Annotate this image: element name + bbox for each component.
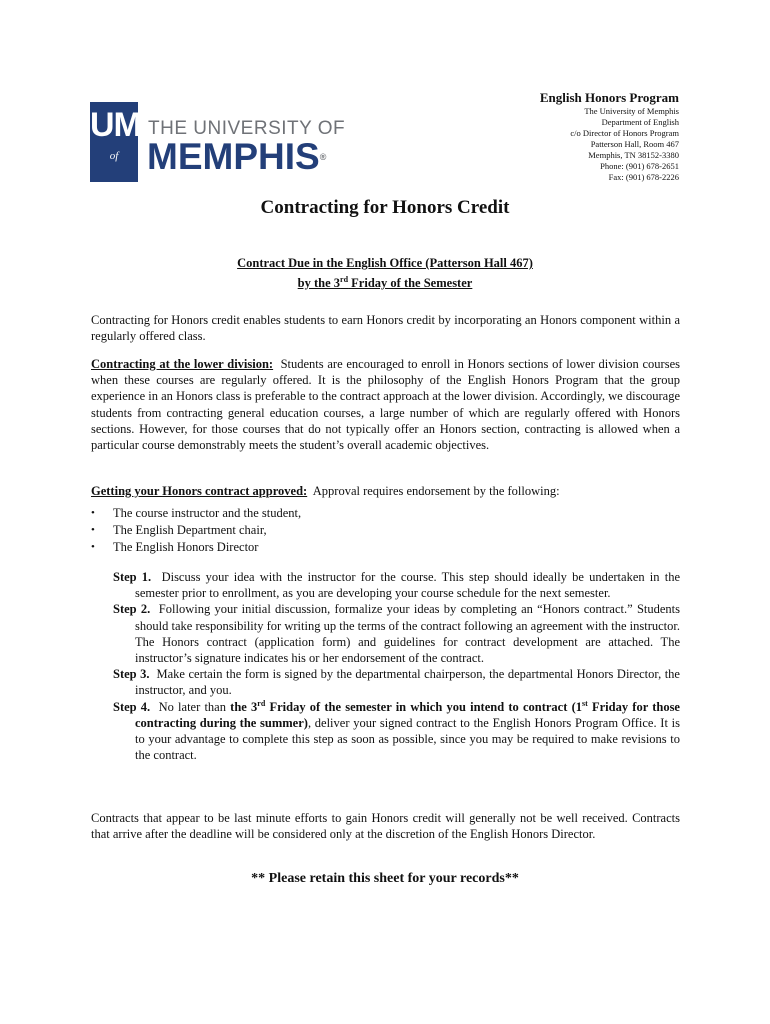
- step-label: Step 3.: [113, 667, 150, 682]
- step-label: Step 1.: [113, 570, 152, 584]
- step-sup: st: [582, 698, 588, 708]
- due-location-subtitle: Contract Due in the English Office (Patterson Hall 467): [237, 256, 533, 270]
- step-text: , deliver your signed contract to the English Honors Program Office. It is to your advantage to complete this step as soon as possible, since you may be required to make revisions to the contract.: [135, 715, 680, 763]
- approval-list: [91, 505, 301, 556]
- approval-heading: Getting your Honors contract approved:: [91, 484, 308, 498]
- list-item: • The English Department chair,: [91, 522, 301, 539]
- step-emphasis: Friday for those contracting during the summer): [135, 699, 680, 730]
- logo-line2: [147, 136, 326, 178]
- address-line: Department of English: [601, 117, 679, 127]
- program-name: English Honors Program: [539, 90, 679, 105]
- page-title: Contracting for Honors Credit: [260, 197, 510, 218]
- logo-line1: THE UNIVERSITY OF: [148, 118, 346, 139]
- logo-shield-of: of: [109, 150, 119, 162]
- address-fax: Fax: (901) 678-2226: [608, 172, 679, 182]
- approval-text: Approval requires endorsement by the following:: [307, 484, 560, 498]
- step-text: No later than: [150, 699, 231, 714]
- approval-paragraph: [91, 483, 680, 499]
- closing-paragraph: Contracts that appear to be last minute efforts to gain Honors credit will generally not be well received. Contracts that arrive after the deadline will be considered only at the discretion of the English Honors Director.: [91, 811, 680, 842]
- logo-wordmark: MEMPHIS: [147, 136, 320, 177]
- step-sup: rd: [257, 698, 266, 708]
- due-date-subtitle: [0, 276, 770, 291]
- step-text: Discuss your idea with the instructor for the course. This step should ideally be undertaken in the semester prior to enrollment, as you are developing your course schedule for the next semester.: [135, 570, 684, 601]
- step-text: Make certain the form is signed by the departmental chairperson, the departmental Honors Director, the instructor, and you.: [135, 667, 684, 698]
- due-date-post: Friday of the Semester: [348, 276, 473, 290]
- due-date-sup: rd: [340, 274, 349, 284]
- list-item: • The English Honors Director: [91, 539, 301, 556]
- address-line: Memphis, TN 38152-3380: [588, 150, 679, 160]
- lower-division-heading: Contracting at the lower division:: [91, 357, 274, 371]
- step-emphasis: the 3: [230, 699, 258, 714]
- logo-shield-letters: UM: [90, 106, 141, 144]
- step-label: Step 4.: [113, 699, 151, 714]
- due-date-pre: by the 3: [297, 276, 341, 290]
- lower-division-text: Students are encouraged to enroll in Honors sections of lower division courses when these courses are regularly offered. It is the philosophy of the English Honors Program that the group experience in an Honors class is preferable to the contract approach at the lower division. Accordingly, we discourage students from contracting general education courses, a large number of which are regularly offered with Honors sections. However, for those courses that do not typically offer an Honors section, contracting is allowed when a particular course demonstrably meets the student’s overall academic objectives.: [91, 357, 684, 453]
- list-item: • The course instructor and the student,: [91, 505, 301, 522]
- step-emphasis: Friday of the semester in which you intend to contract (1: [265, 699, 582, 714]
- intro-paragraph: Contracting for Honors credit enables students to earn Honors credit by incorporating an Honors component within a regularly offered class.: [91, 313, 680, 344]
- step-1: [113, 569, 684, 601]
- step-text: Following your initial discussion, formalize your ideas by completing an “Honors contract.” Students should take responsibility for writing up the terms of the contract following an agreement with the instructor. The Honors contract (application form) and guidelines for contract development are attached. The instructor’s signature indicates his or her endorsement of the contract.: [135, 602, 684, 666]
- step-4: [113, 699, 680, 764]
- address-line: The University of Memphis: [584, 106, 679, 116]
- steps-list: [113, 569, 684, 763]
- lower-division-paragraph: [91, 356, 684, 453]
- address-phone: Phone: (901) 678-2651: [600, 161, 679, 171]
- address-block: [540, 90, 679, 183]
- logo-registered-mark: ®: [319, 152, 327, 162]
- step-3: [113, 666, 684, 698]
- step-label: Step 2.: [113, 602, 151, 617]
- retain-notice: ** Please retain this sheet for your records**: [251, 871, 519, 886]
- address-line: Patterson Hall, Room 467: [590, 139, 679, 149]
- university-logo: [90, 102, 346, 184]
- step-2: [113, 601, 684, 666]
- logo-shield: [90, 102, 141, 182]
- address-line: c/o Director of Honors Program: [570, 128, 679, 138]
